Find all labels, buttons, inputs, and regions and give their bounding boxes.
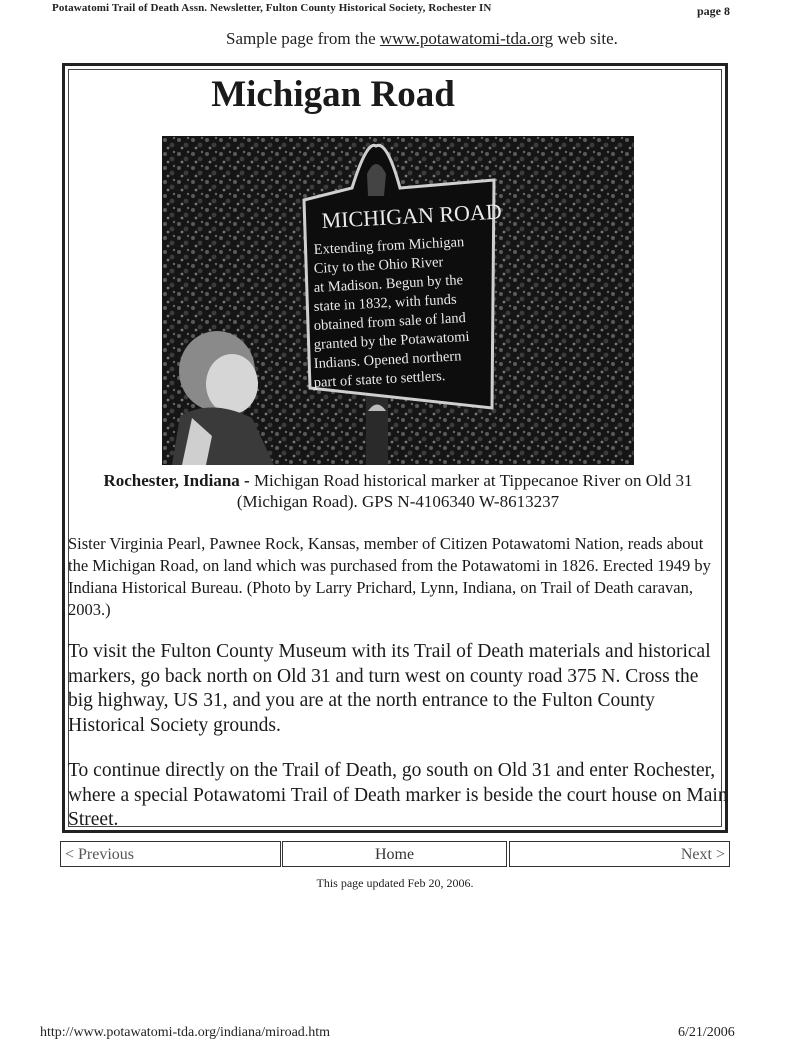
sample-prefix: Sample page from the (226, 29, 376, 48)
sign-line: part of state to settlers. (313, 368, 446, 391)
caption-location: Rochester, Indiana - (103, 471, 250, 490)
marker-photo (162, 136, 634, 465)
page-navigation (60, 841, 730, 869)
sign-title: MICHIGAN ROAD (320, 198, 503, 233)
website-link[interactable]: www.potawatomi-tda.org (379, 29, 554, 48)
page-title: Michigan Road (211, 74, 455, 115)
caption-text: Michigan Road historical marker at Tippecanoe River on Old 31 (Michigan Road). GPS N-4106340 W-8613237 (236, 471, 693, 511)
paragraph-museum-directions: To visit the Fulton County Museum with its Trail of Death materials and historical markers, go back north on Old 31 and turn west on county road 375 N. Cross the big highway, US 31, and you are at the north entrance to the Fulton County Historical Society grounds. (68, 641, 711, 736)
sign-post (366, 391, 388, 465)
sign-line: Indians. Opened northern (313, 348, 462, 372)
page-number: page 8 (697, 4, 730, 18)
photo-caption (78, 470, 718, 512)
footer-date: 6/21/2006 (678, 1025, 735, 1040)
newsletter-header: Potawatomi Trail of Death Assn. Newsletter, Fulton County Historical Society, Rochester IN (52, 2, 492, 14)
marker-photo-svg (162, 136, 634, 465)
sign-line: City to the Ohio River (313, 254, 444, 277)
sign-line: at Madison. Begun by the (313, 272, 464, 296)
person-face (206, 354, 258, 414)
home-link[interactable]: Home (282, 841, 507, 867)
sample-page-line (226, 29, 618, 49)
sample-suffix: web site. (557, 29, 618, 48)
previous-link[interactable]: < Previous (60, 841, 281, 867)
updated-note: This page updated Feb 20, 2006. (316, 876, 474, 890)
next-link[interactable]: Next > (509, 841, 730, 867)
footer-url: http://www.potawatomi-tda.org/indiana/miroad.htm (40, 1025, 331, 1040)
paragraph-photo-description: Sister Virginia Pearl, Pawnee Rock, Kansas, member of Citizen Potawatomi Nation, reads about the Michigan Road, on land which was purchased from the Potawatomi in 1826. Erected 1949 by Indiana Historical Bureau. (Photo by Larry Prichard, Lynn, Indiana, on Trail of Death caravan, 2003.) (68, 534, 711, 619)
sign-line: Extending from Michigan (313, 234, 465, 258)
sign-line: state in 1832, with funds (313, 291, 457, 315)
paragraph-trail-directions: To continue directly on the Trail of Death, go south on Old 31 and enter Rochester, where a special Potawatomi Trail of Death marker is beside the court house on Main Street. (68, 760, 728, 830)
sign-line: granted by the Potawatomi (313, 328, 470, 353)
sign-line: obtained from sale of land (313, 310, 467, 334)
